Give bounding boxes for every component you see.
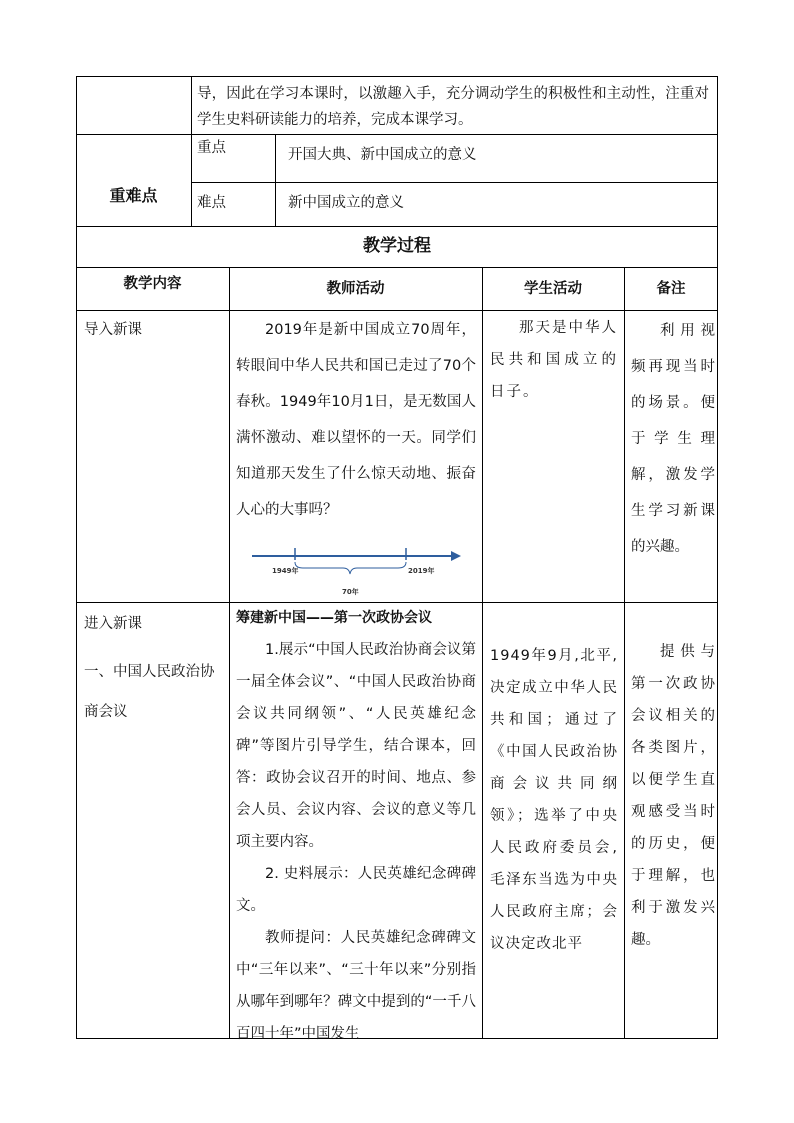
row2-teacher-p3: 教师提问：人民英雄纪念碑碑文中“三年以来”、“三十年以来”分别指从哪年到哪年？碑文中提到的“一千八百四十年”中国发生 — [236, 930, 476, 1042]
table-border-right — [717, 76, 718, 1038]
row1-content: 导入新课 — [84, 322, 142, 338]
row1-teacher-text: 2019年是新中国成立70周年，转眼间中华人民共和国已走过了70个春秋。1949年10月1日，是无数国人满怀激动、难以望怀的一天。同学们知道那天发生了什么惊天动地、振奋人心的大事吗？ — [236, 322, 476, 518]
col-header-content: 教学内容 — [123, 276, 182, 292]
key-point-label: 重点 — [197, 140, 226, 156]
timeline-figure — [248, 538, 468, 600]
hard-point-label: 难点 — [197, 195, 226, 211]
row2-student-text: 1949年9月,北平,决定成立中华人民共和国；通过了《中国人民政治协商会议共同纲领》；选举了中央人民政府委员会,毛泽东当选为中央人民政府主席；会议决定改北平 — [490, 648, 618, 952]
row2-teacher-p1: 1.展示“中国人民政治协商会议第一届全体会议”、“中国人民政治协商会议共同纲领”、“人民英雄纪念碑”等图片引导学生，结合课本，回答：政协会议召开的时间、地点、参会人员、会议内容、会议的意义等几项主要内容。 — [236, 642, 476, 850]
timeline-brace — [295, 562, 406, 574]
table-border-left — [76, 76, 77, 1038]
difficulty-header: 重难点 — [109, 186, 158, 205]
process-title: 教学过程 — [363, 236, 431, 256]
row-divider — [76, 267, 718, 268]
col-header-student: 学生活动 — [524, 281, 582, 297]
row-divider — [76, 310, 718, 311]
row1-student-text: 那天是中华人民共和国成立的日子。 — [490, 320, 618, 400]
col-divider — [191, 76, 192, 226]
timeline-end-label: 2019年 — [408, 567, 435, 575]
table-border-top — [76, 76, 718, 77]
row2-content-line1: 进入新课 — [84, 616, 142, 632]
intro-text: 导，因此在学习本课时，以激趣入手，充分调动学生的积极性和主动性，注重对学生史料研读能力的培养，完成本课学习。 — [197, 86, 709, 128]
col-divider — [624, 267, 625, 1038]
row1-notes-text: 利用视频再现当时的场景。便于学生理解，激发学生学习新课的兴趣。 — [631, 323, 715, 555]
row2-teacher-title: 筹建新中国——第一次政协会议 — [236, 610, 432, 626]
col-header-teacher: 教师活动 — [326, 281, 385, 297]
row2-content-line2: 一、中国人民政治协商会议 — [84, 664, 215, 720]
col-divider — [229, 267, 230, 1038]
row-divider — [76, 226, 718, 227]
timeline-start-label: 1949年 — [272, 567, 299, 575]
hard-point-text: 新中国成立的意义 — [288, 195, 404, 211]
col-header-notes: 备注 — [656, 281, 686, 297]
col-divider — [482, 267, 483, 1038]
timeline-arrow-icon — [451, 551, 461, 561]
key-point-text: 开国大典、新中国成立的意义 — [288, 147, 477, 163]
row2-teacher-p2: 2. 史料展示：人民英雄纪念碑碑文。 — [236, 866, 476, 914]
row-divider — [76, 602, 718, 603]
row-divider — [76, 134, 718, 135]
col-divider — [275, 134, 276, 226]
row2-notes-text: 提供与第一次政协会议相关的各类图片，以便学生直观感受当时的历史，便于理解，也利于激发兴趣。 — [631, 644, 715, 948]
row-divider — [191, 182, 718, 183]
timeline-span-label: 70年 — [342, 588, 359, 596]
